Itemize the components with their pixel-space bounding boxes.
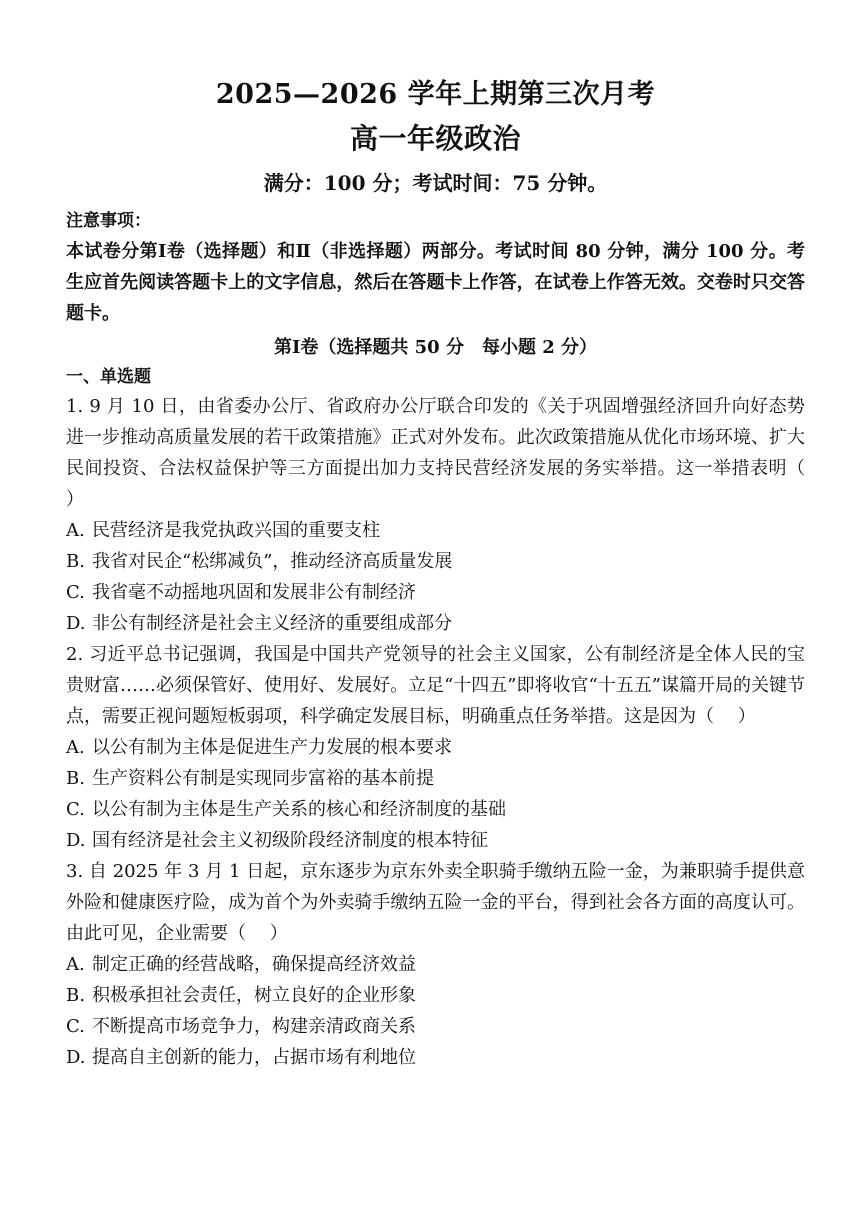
option-b	[66, 546, 805, 577]
option-c	[66, 794, 805, 825]
option-text: 非公有制经济是社会主义经济的重要组成部分	[92, 613, 452, 634]
option-a	[66, 515, 805, 546]
option-b	[66, 980, 805, 1011]
option-b	[66, 763, 805, 794]
option-letter: A.	[66, 737, 85, 758]
option-letter: C.	[66, 1016, 85, 1037]
question-stem: 3. 自 2025 年 3 月 1 日起，京东逐步为京东外卖全职骑手缴纳五险一金，为兼职骑手提供意外险和健康医疗险，成为首个为外卖骑手缴纳五险一金的平台，得到社会各方面的高度认可。由此可见，企业需要（ ）	[66, 861, 805, 944]
option-text: 民营经济是我党执政兴国的重要支柱	[92, 520, 380, 541]
option-a	[66, 732, 805, 763]
option-text: 我省毫不动摇地巩固和发展非公有制经济	[92, 582, 416, 603]
option-letter: D.	[66, 1047, 86, 1068]
option-text: 提高自主创新的能力，占据市场有利地位	[92, 1047, 416, 1068]
question-stem: 1. 9 月 10 日，由省委办公厅、省政府办公厅联合印发的《关于巩固增强经济回升向好态势进一步推动高质量发展的若干政策措施》正式对外发布。此次政策措施从优化市场环境、扩大民间投资、合法权益保护等三方面提出加力支持民营经济发展的务实举措。这一举措表明（ ）	[66, 396, 829, 510]
question-type-heading: 一、单选题	[66, 367, 151, 387]
option-letter: A.	[66, 954, 85, 975]
option-text: 生产资料公有制是实现同步富裕的基本前提	[92, 768, 434, 789]
question-stem: 2. 习近平总书记强调，我国是中国共产党领导的社会主义国家，公有制经济是全体人民的宝贵财富……必须保管好、使用好、发展好。立足“十四五”即将收官“十五五”谋篇开局的关键节点，需要正视问题短板弱项，科学确定发展目标，明确重点任务举措。这是因为（ ）	[66, 644, 805, 727]
option-letter: B.	[66, 768, 85, 789]
score-info: 满分：100 分；考试时间：75 分钟。	[263, 171, 608, 195]
option-text: 不断提高市场竞争力，构建亲清政商关系	[92, 1016, 416, 1037]
notice-text: 本试卷分第Ⅰ卷（选择题）和Ⅱ（非选择题）两部分。考试时间 80 分钟，满分 100 分。考生应首先阅读答题卡上的文字信息，然后在答题卡上作答，在试卷上作答无效。交卷时只交答题卡。	[66, 241, 805, 324]
question-1	[66, 391, 829, 639]
option-text: 国有经济是社会主义初级阶段经济制度的根本特征	[92, 830, 488, 851]
option-text: 制定正确的经营战略，确保提高经济效益	[92, 954, 416, 975]
section-heading: 第Ⅰ卷（选择题共 50 分 每小题 2 分）	[273, 337, 598, 358]
exam-subtitle: 高一年级政治	[349, 122, 521, 155]
option-letter: B.	[66, 985, 85, 1006]
option-c	[66, 1011, 805, 1042]
exam-title: 2025—2026 学年上期第三次月考	[215, 79, 656, 110]
option-text: 我省对民企“松绑减负”，推动经济高质量发展	[92, 551, 453, 572]
option-letter: C.	[66, 582, 85, 603]
question-3	[66, 856, 805, 1073]
option-letter: D.	[66, 830, 86, 851]
notice-heading: 注意事项：	[66, 211, 151, 231]
option-a	[66, 949, 805, 980]
option-text: 以公有制为主体是促进生产力发展的根本要求	[92, 737, 452, 758]
option-letter: A.	[66, 520, 85, 541]
question-2	[66, 639, 805, 856]
option-letter: C.	[66, 799, 85, 820]
option-c	[66, 577, 805, 608]
option-d	[66, 1042, 805, 1073]
option-d	[66, 608, 805, 639]
option-d	[66, 825, 805, 856]
option-text: 积极承担社会责任，树立良好的企业形象	[92, 985, 416, 1006]
option-text: 以公有制为主体是生产关系的核心和经济制度的基础	[92, 799, 506, 820]
option-letter: D.	[66, 613, 86, 634]
option-letter: B.	[66, 551, 85, 572]
